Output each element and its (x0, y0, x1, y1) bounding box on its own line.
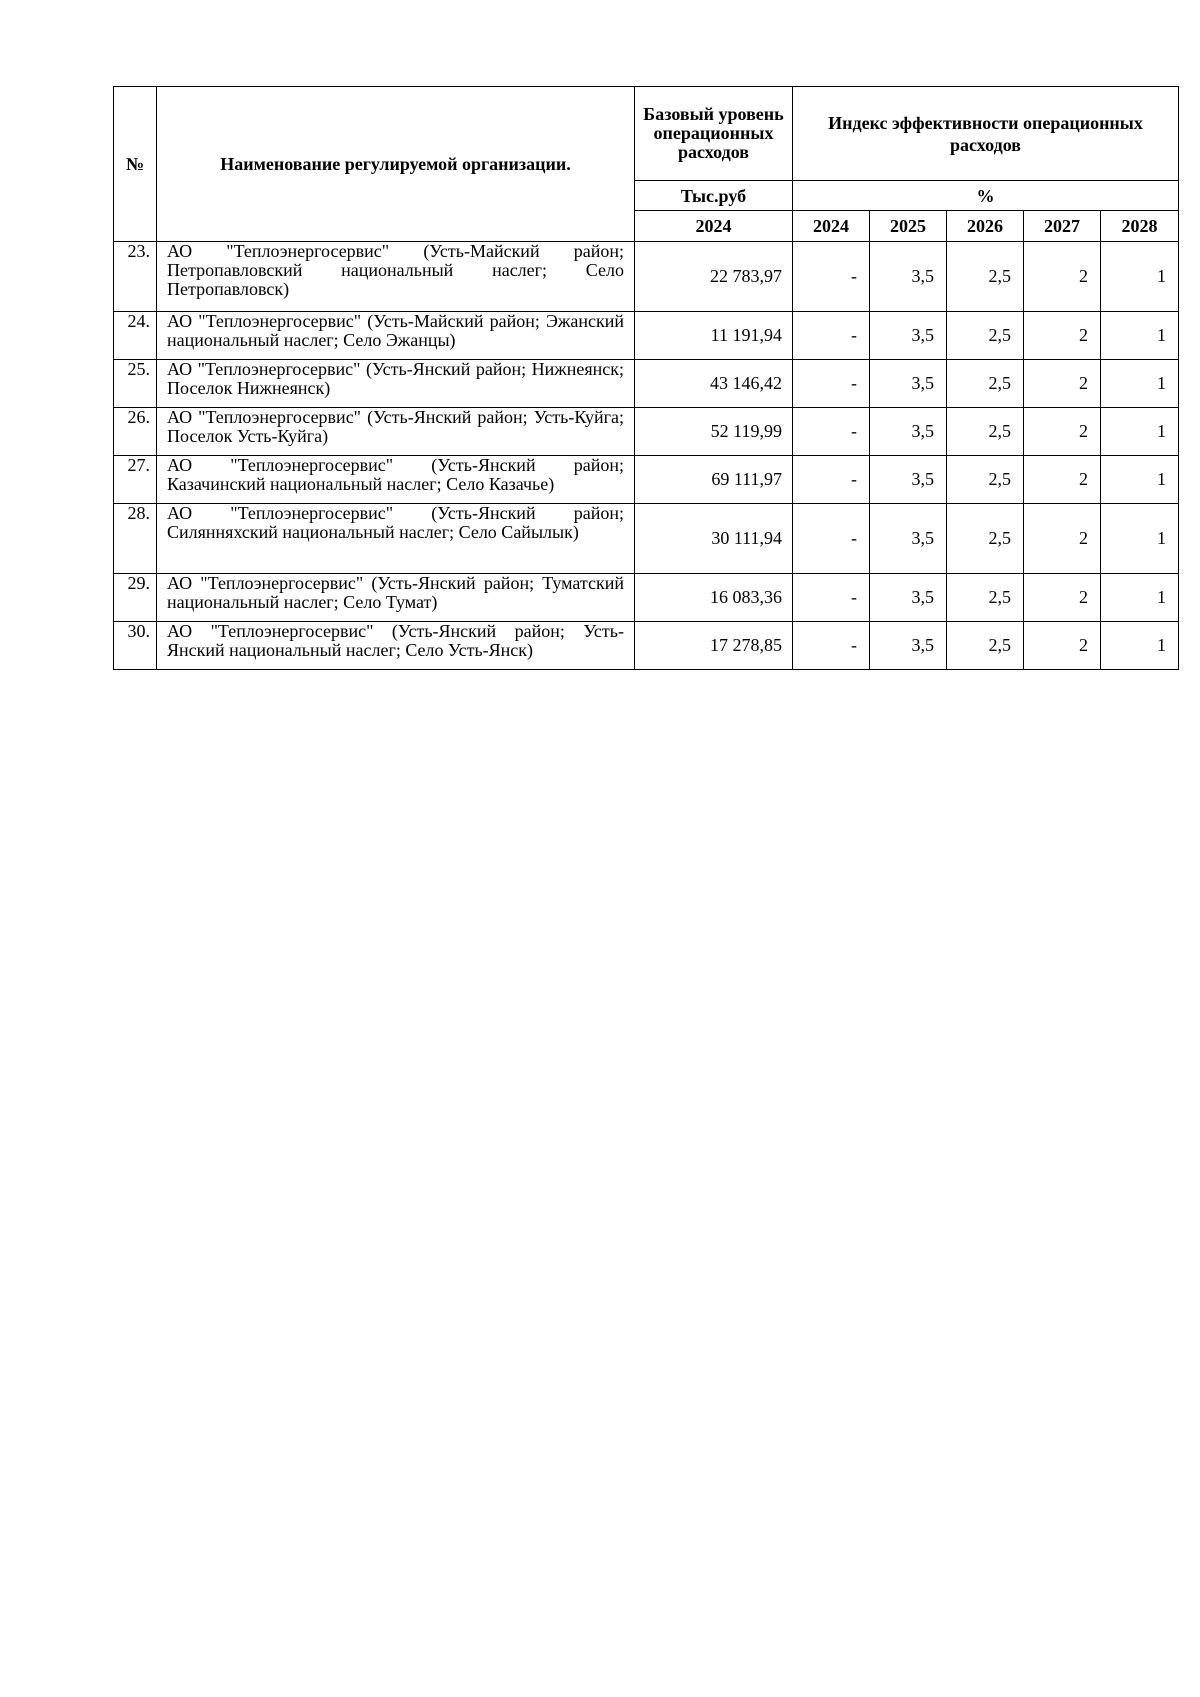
index-value: 3,5 (870, 622, 947, 670)
index-value: 1 (1101, 360, 1179, 408)
row-number: 27. (114, 456, 157, 504)
row-number: 25. (114, 360, 157, 408)
table-row (114, 622, 1179, 670)
table-row (114, 504, 1179, 574)
base-level-value: 43 146,42 (635, 360, 793, 408)
index-value: 2 (1024, 456, 1101, 504)
row-number: 24. (114, 312, 157, 360)
base-level-value: 17 278,85 (635, 622, 793, 670)
header-efficiency-index: Индекс эффективности операционных расходов (793, 87, 1179, 181)
index-value: 2,5 (947, 504, 1024, 574)
header-year: 2024 (793, 211, 870, 242)
base-level-value: 69 111,97 (635, 456, 793, 504)
index-value: 2,5 (947, 574, 1024, 622)
header-index-unit: % (793, 181, 1179, 211)
row-number: 28. (114, 504, 157, 574)
index-value: 2,5 (947, 408, 1024, 456)
table-row (114, 360, 1179, 408)
index-value: 2 (1024, 408, 1101, 456)
header-year: 2028 (1101, 211, 1179, 242)
index-value: 2,5 (947, 312, 1024, 360)
index-value: 2,5 (947, 360, 1024, 408)
organization-name: АО "Теплоэнергосервис" (Усть-Янский район; Казачинский национальный наслег; Село Казачье) (157, 456, 635, 504)
index-value: 2 (1024, 622, 1101, 670)
index-value: 1 (1101, 242, 1179, 312)
table-body (114, 242, 1179, 670)
table-row (114, 312, 1179, 360)
table-row (114, 242, 1179, 312)
index-value: 1 (1101, 504, 1179, 574)
index-value: - (793, 408, 870, 456)
index-value: 1 (1101, 456, 1179, 504)
organization-name: АО "Теплоэнергосервис" (Усть-Янский район; Силянняхский национальный наслег; Село Сайылык) (157, 504, 635, 574)
base-level-value: 11 191,94 (635, 312, 793, 360)
organization-name: АО "Теплоэнергосервис" (Усть-Янский район; Туматский национальный наслег; Село Тумат) (157, 574, 635, 622)
index-value: 3,5 (870, 360, 947, 408)
header-year: 2026 (947, 211, 1024, 242)
index-value: 3,5 (870, 408, 947, 456)
table-row (114, 574, 1179, 622)
header-base-level: Базовый уровень операционных расходов (635, 87, 793, 181)
header-base-unit: Тыс.руб (635, 181, 793, 211)
table-row (114, 456, 1179, 504)
index-value: 1 (1101, 622, 1179, 670)
row-number: 23. (114, 242, 157, 312)
index-value: 2,5 (947, 622, 1024, 670)
index-value: 2,5 (947, 456, 1024, 504)
index-value: 3,5 (870, 242, 947, 312)
index-value: - (793, 456, 870, 504)
base-level-value: 30 111,94 (635, 504, 793, 574)
base-level-value: 16 083,36 (635, 574, 793, 622)
index-value: - (793, 622, 870, 670)
index-value: - (793, 574, 870, 622)
base-level-value: 52 119,99 (635, 408, 793, 456)
organization-name: АО "Теплоэнергосервис" (Усть-Янский район; Усть-Янский национальный наслег; Село Усть-Янск) (157, 622, 635, 670)
table-header (114, 87, 1179, 242)
header-year: 2027 (1024, 211, 1101, 242)
base-level-value: 22 783,97 (635, 242, 793, 312)
header-year: 2025 (870, 211, 947, 242)
index-value: 2 (1024, 504, 1101, 574)
index-value: 1 (1101, 408, 1179, 456)
organization-name: АО "Теплоэнергосервис" (Усть-Янский район; Нижнеянск; Поселок Нижнеянск) (157, 360, 635, 408)
index-value: 3,5 (870, 574, 947, 622)
table-row (114, 408, 1179, 456)
index-value: 3,5 (870, 456, 947, 504)
index-value: 2 (1024, 360, 1101, 408)
row-number: 29. (114, 574, 157, 622)
index-value: 2 (1024, 574, 1101, 622)
header-base-year: 2024 (635, 211, 793, 242)
index-value: - (793, 312, 870, 360)
header-num: № (114, 87, 157, 242)
organization-name: АО "Теплоэнергосервис" (Усть-Янский район; Усть-Куйга; Поселок Усть-Куйга) (157, 408, 635, 456)
row-number: 26. (114, 408, 157, 456)
index-value: - (793, 242, 870, 312)
index-value: 2 (1024, 242, 1101, 312)
index-value: 2,5 (947, 242, 1024, 312)
index-value: - (793, 504, 870, 574)
header-organization-name: Наименование регулируемой организации. (157, 87, 635, 242)
row-number: 30. (114, 622, 157, 670)
index-value: 1 (1101, 574, 1179, 622)
index-value: 3,5 (870, 504, 947, 574)
opex-efficiency-table (113, 86, 1179, 670)
organization-name: АО "Теплоэнергосервис" (Усть-Майский район; Петропавловский национальный наслег; Село Петропавловск) (157, 242, 635, 312)
index-value: 2 (1024, 312, 1101, 360)
index-value: - (793, 360, 870, 408)
organization-name: АО "Теплоэнергосервис" (Усть-Майский район; Эжанский национальный наслег; Село Эжанцы) (157, 312, 635, 360)
index-value: 3,5 (870, 312, 947, 360)
index-value: 1 (1101, 312, 1179, 360)
